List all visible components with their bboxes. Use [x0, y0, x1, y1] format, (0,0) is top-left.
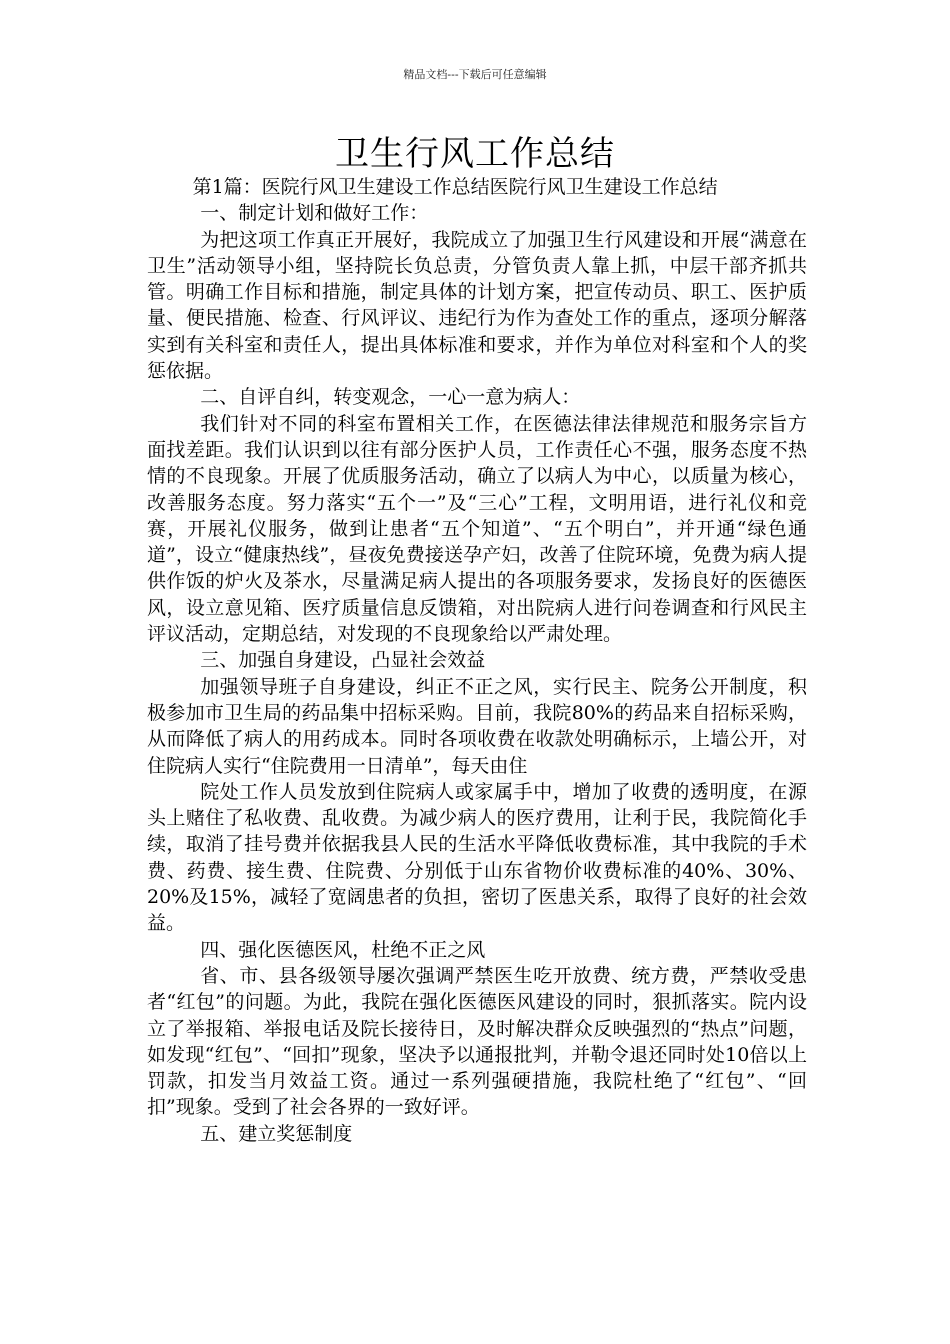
- section-heading-5: 五、建立奖惩制度: [200, 1122, 353, 1145]
- article-heading: 第1篇：医院行风卫生建设工作总结医院行风卫生建设工作总结: [192, 176, 718, 198]
- document-body: [147, 174, 807, 1147]
- section-heading-1: 一、制定计划和做好工作：: [200, 202, 429, 225]
- paragraph-3: 加强领导班子自身建设，纠正不正之风，实行民主、院务公开制度，积极参加市卫生局的药品集中招标采购。目前，我院80%的药品来自招标采购，从而降低了病人的用药成本。同时各项收费在收款处明确标示，上墙公开，对住院病人实行“住院费用一日清单”，每天由住: [147, 675, 807, 777]
- paragraph-5: 省、市、县各级领导屡次强调严禁医生吃开放费、统方费，严禁收受患者“红包”的问题。为此，我院在强化医德医风建设的同时，狠抓落实。院内设立了举报箱、举报电话及院长接待日，及时解决群众反映强烈的“热点”问题，如发现“红包”、“回扣”现象，坚决予以通报批判，并勒令退还同时处10倍以上罚款，扣发当月效益工资。通过一系列强硬措施，我院杜绝了“红包”、“回扣”现象。受到了社会各界的一致好评。: [147, 964, 807, 1119]
- section-heading-3: 三、加强自身建设，凸显社会效益: [200, 649, 486, 672]
- section-heading-2: 二、自评自纠，转变观念，一心一意为病人：: [200, 386, 581, 409]
- paragraph-4: 院处工作人员发放到住院病人或家属手中，增加了收费的透明度，在源头上赌住了私收费、乱收费。为减少病人的医疗费用，让利于民，我院简化手续，取消了挂号费并依据我县人民的生活水平降低收费标准，其中我院的手术费、药费、接生费、住院费、分别低于山东省物价收费标准的40%、30%、20%及15%，减轻了宽阔患者的负担，密切了医患关系，取得了良好的社会效益。: [147, 780, 807, 935]
- section-heading-4: 四、强化医德医风，杜绝不正之风: [200, 938, 486, 961]
- paragraph-1: 为把这项工作真正开展好，我院成立了加强卫生行风建设和开展“满意在卫生”活动领导小组，坚持院长负总责，分管负责人靠上抓，中层干部齐抓共管。明确工作目标和措施，制定具体的计划方案，把宣传动员、职工、医护质量、便民措施、检查、行风评议、违纪行为作为查处工作的重点，逐项分解落实到有关科室和责任人，提出具体标准和要求，并作为单位对科室和个人的奖惩依据。: [147, 228, 807, 383]
- page-header-note: 精品文档---下载后可任意编辑: [403, 68, 547, 81]
- paragraph-2: 我们针对不同的科室布置相关工作，在医德法律法律规范和服务宗旨方面找差距。我们认识到以往有部分医护人员，工作责任心不强，服务态度不热情的不良现象。开展了优质服务活动，确立了以病人为中心，以质量为核心，改善服务态度。努力落实“五个一”及“三心”工程，文明用语，进行礼仪和竞赛，开展礼仪服务，做到让患者“五个知道”、“五个明白”，并开通“绿色通道”，设立“健康热线”，昼夜免费接送孕产妇，改善了住院环境，免费为病人提供作饭的炉火及茶水，尽量满足病人提出的各项服务要求，发扬良好的医德医风，设立意见箱、医疗质量信息反馈箱，对出院病人进行问卷调查和行风民主评议活动，定期总结，对发现的不良现象给以严肃处理。: [147, 412, 807, 646]
- document-title: 卫生行风工作总结: [335, 134, 615, 174]
